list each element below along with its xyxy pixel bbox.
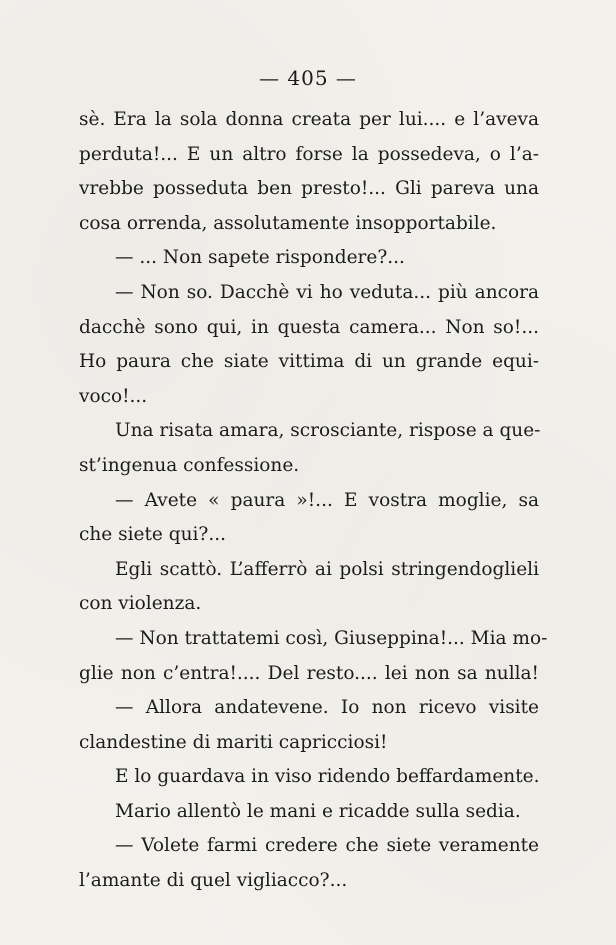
text-line: voco!...: [79, 385, 148, 407]
text-line: Egli scattò. L’afferrò ai polsi stringendoglieli: [115, 558, 539, 580]
page-number: — 405 —: [259, 66, 357, 90]
text-line: perduta!... E un altro forse la possedeva, o l’a-: [79, 143, 539, 165]
text-line: glie non c’entra!.... Del resto.... lei non sa nulla!: [79, 662, 539, 684]
text-line: l’amante di quel vigliacco?...: [79, 870, 348, 892]
text-line: st’ingenua confessione.: [79, 454, 300, 476]
text-line: — Volete farmi credere che siete veramente: [115, 835, 539, 857]
text-line: Una risata amara, scrosciante, rispose a que-: [115, 420, 541, 442]
body-text: [79, 103, 548, 899]
text-line: — Non so. Dacchè vi ho veduta... più ancora: [115, 281, 539, 303]
text-line: dacchè sono qui, in questa camera... Non so!...: [79, 316, 539, 338]
text-line: clandestine di mariti capricciosi!: [79, 731, 388, 753]
text-line: — Non trattatemi così, Giuseppina!... Mia mo-: [115, 627, 548, 649]
text-line: cosa orrenda, assolutamente insopportabile.: [79, 212, 497, 234]
text-line: che siete qui?...: [79, 524, 226, 546]
text-line: — Allora andatevene. Io non ricevo visite: [115, 697, 539, 719]
text-line: vrebbe posseduta ben presto!... Gli pareva una: [79, 178, 539, 200]
text-line: — ... Non sapete rispondere?...: [115, 247, 405, 269]
text-line: sè. Era la sola donna creata per lui.... e l’aveva: [79, 109, 539, 130]
text-line: Ho paura che siate vittima di un grande equi-: [79, 351, 539, 373]
text-line: con violenza.: [79, 593, 202, 615]
text-line: Mario allentò le mani e ricadde sulla sedia.: [115, 800, 521, 822]
text-line: — Avete « paura »!... E vostra moglie, sa: [115, 489, 539, 511]
text-line: E lo guardava in viso ridendo beffardamente.: [115, 766, 540, 788]
